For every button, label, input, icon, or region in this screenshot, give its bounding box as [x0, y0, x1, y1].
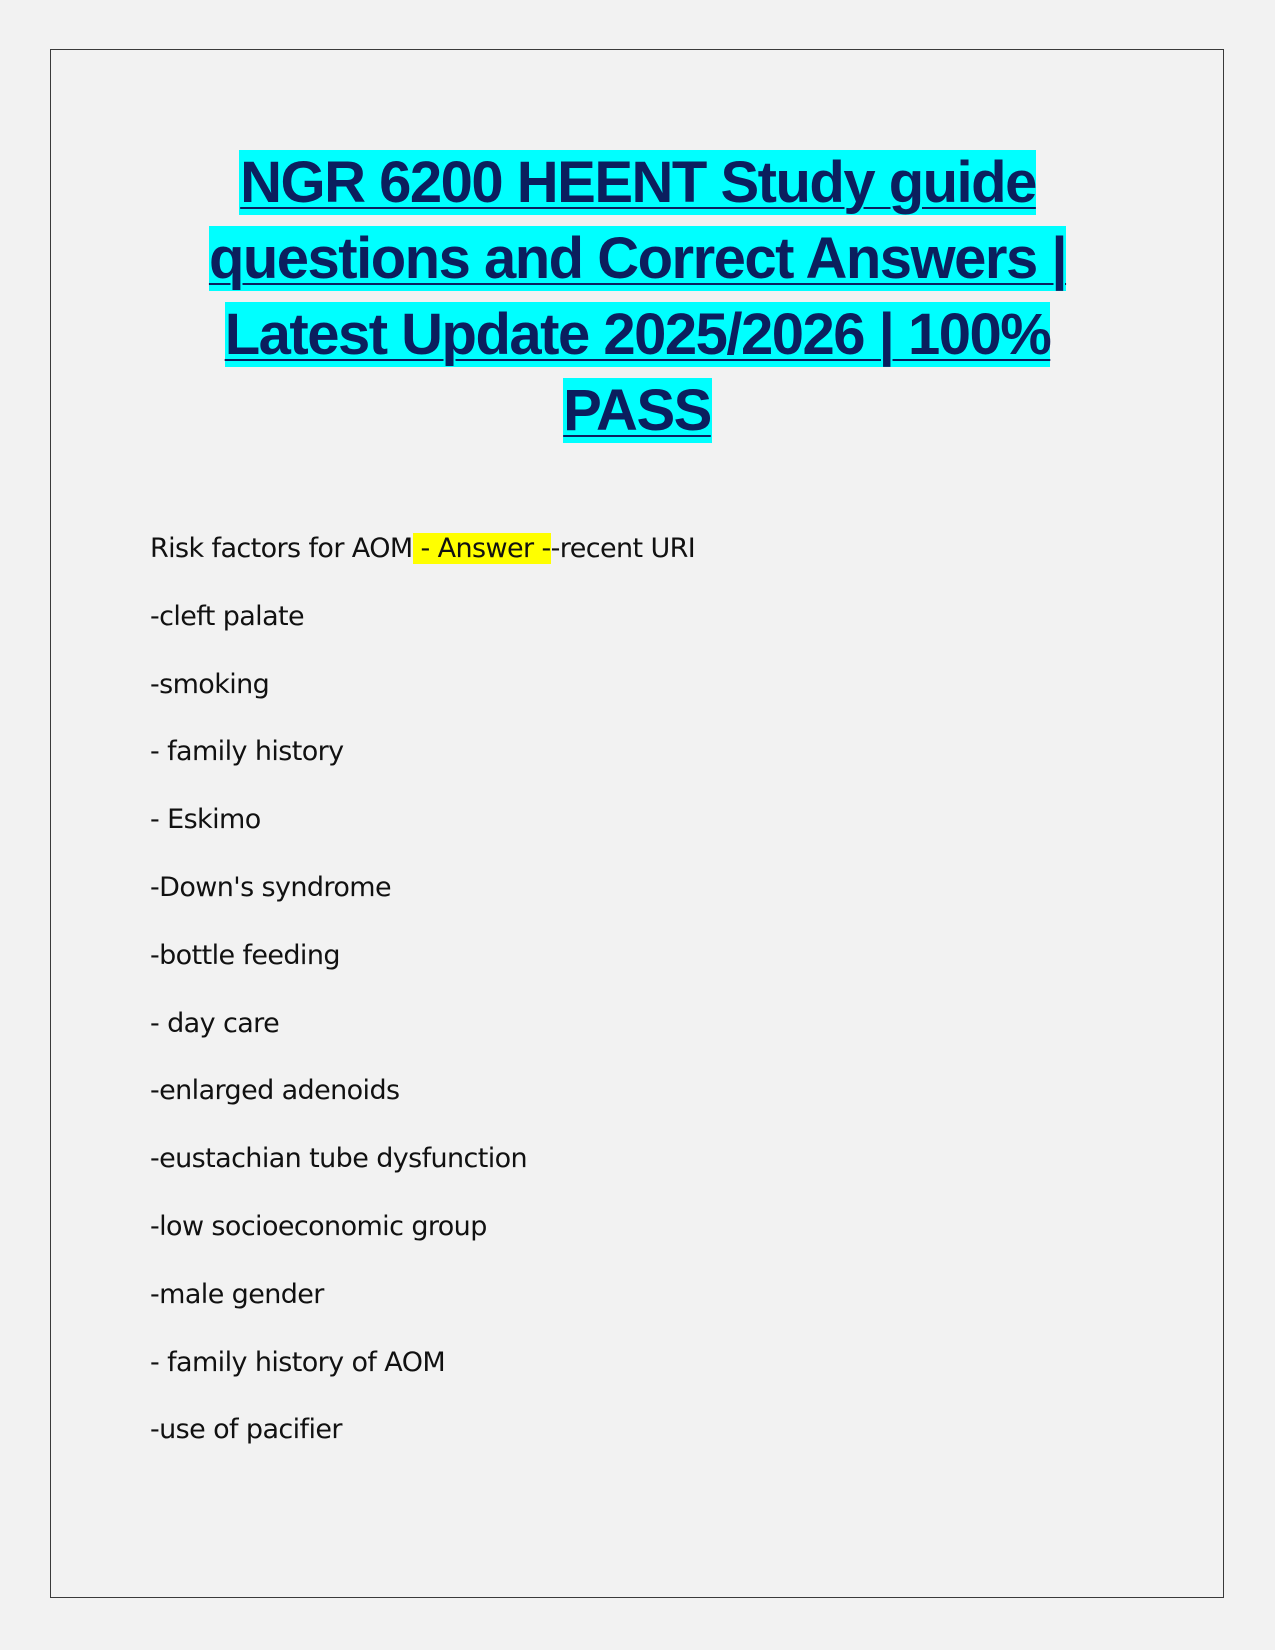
document-title-text: NGR 6200 HEENT Study guide questions and Correct Answers | Latest Update 2025/2026 | 100% PASS	[208, 150, 1067, 443]
question-line	[150, 520, 695, 588]
list-item: -cleft palate	[150, 600, 305, 632]
list-item: -male gender	[150, 1278, 324, 1310]
list-item: -bottle feeding	[150, 939, 340, 971]
list-item: -eustachian tube dysfunction	[150, 1143, 528, 1175]
first-answer-text: -recent URI	[550, 533, 696, 564]
document-title	[150, 145, 1125, 449]
answer-list	[150, 520, 695, 1469]
list-item: -enlarged adenoids	[150, 1075, 400, 1107]
question-text: Risk factors for AOM	[150, 533, 413, 564]
list-item: -low socioeconomic group	[150, 1210, 487, 1242]
list-item: - day care	[150, 1007, 280, 1039]
list-item: - family history	[150, 736, 344, 768]
answer-marker: - Answer -	[412, 533, 551, 564]
list-item: - family history of AOM	[150, 1346, 446, 1378]
list-item: -use of pacifier	[150, 1414, 342, 1446]
list-item: -Down's syndrome	[150, 871, 391, 903]
list-item: - Eskimo	[150, 804, 261, 836]
list-item: -smoking	[150, 668, 270, 700]
